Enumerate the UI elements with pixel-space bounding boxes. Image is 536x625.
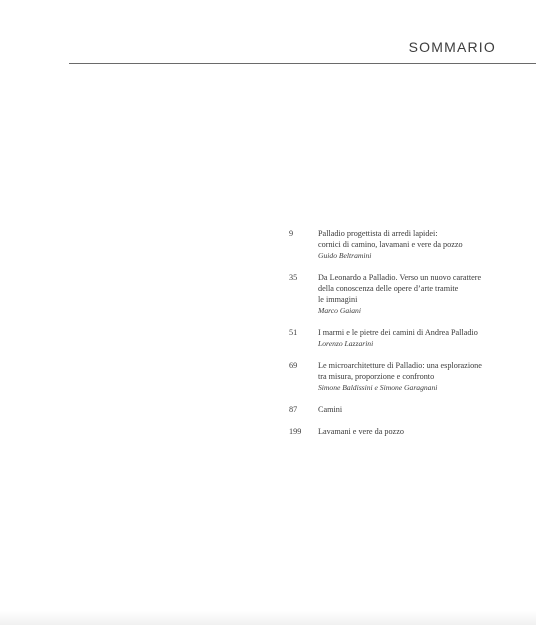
toc-entry-text — [318, 404, 519, 415]
toc-author: Guido Beltramini — [318, 251, 372, 260]
toc-title-line: I marmi e le pietre dei camini di Andrea Palladio — [318, 328, 478, 337]
toc-entry[interactable] — [289, 360, 519, 393]
toc-title-line: Camini — [318, 405, 343, 414]
toc-entry-text — [318, 228, 519, 261]
header-divider — [69, 63, 536, 64]
toc-title-line: tra misura, proporzione e confronto — [318, 372, 435, 381]
toc-title-line: Da Leonardo a Palladio. Verso un nuovo carattere — [318, 273, 482, 282]
toc-page-number: 87 — [289, 405, 298, 414]
toc-title-line: Lavamani e vere da pozzo — [318, 427, 404, 436]
toc-entry-text — [318, 360, 519, 393]
toc-title-line: Le microarchitetture di Palladio: una esplorazione — [318, 361, 482, 370]
toc-entry[interactable] — [289, 426, 519, 437]
page-bottom-shadow — [0, 611, 536, 625]
toc-page-number: 69 — [289, 361, 298, 370]
toc-title-line: cornici di camino, lavamani e vere da pozzo — [318, 240, 463, 249]
table-of-contents — [289, 228, 519, 437]
page-title: SOMMARIO — [408, 39, 496, 55]
toc-entry-text — [318, 272, 519, 316]
toc-title-line: Palladio progettista di arredi lapidei: — [318, 229, 438, 238]
toc-entry[interactable] — [289, 272, 519, 316]
toc-page-number: 9 — [289, 229, 294, 238]
toc-page-number: 51 — [289, 328, 298, 337]
toc-author: Simone Baldissini e Simone Garagnani — [318, 383, 438, 392]
toc-entry[interactable] — [289, 404, 519, 415]
toc-page-number: 35 — [289, 273, 298, 282]
toc-entry[interactable] — [289, 228, 519, 261]
toc-author: Marco Gaiani — [318, 306, 361, 315]
toc-title-line: le immagini — [318, 295, 358, 304]
toc-page-number: 199 — [289, 427, 302, 436]
toc-title-line: della conoscenza delle opere d’arte tramite — [318, 284, 459, 293]
toc-entry-text — [318, 327, 519, 349]
toc-entry[interactable] — [289, 327, 519, 349]
toc-entry-text — [318, 426, 519, 437]
toc-author: Lorenzo Lazzarini — [318, 339, 374, 348]
